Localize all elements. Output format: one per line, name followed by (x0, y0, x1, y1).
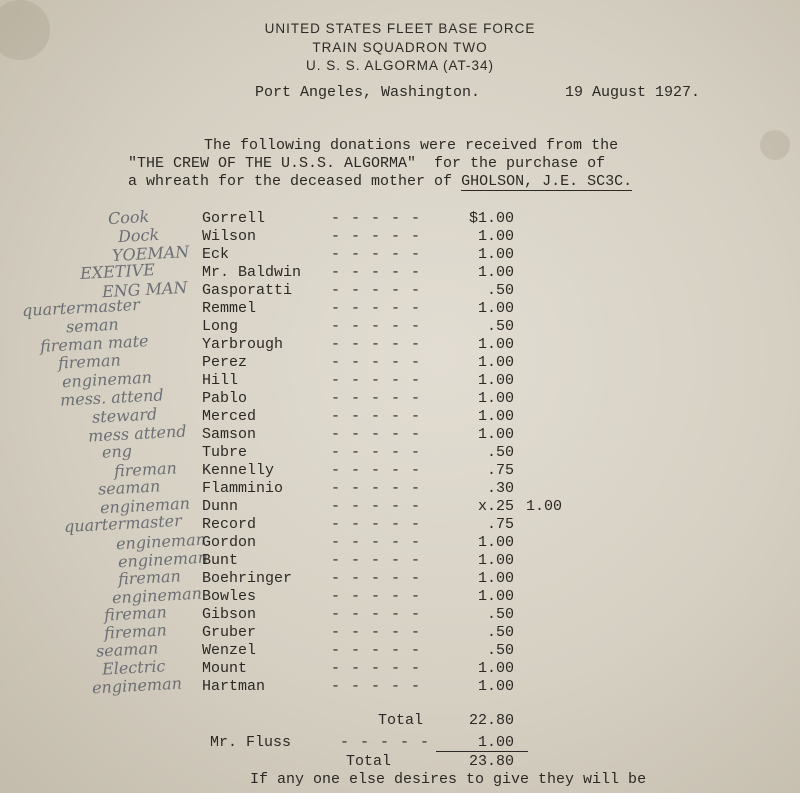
donation-amount: 1.00 (477, 570, 514, 587)
donation-row (0, 336, 800, 354)
donation-amount: 1.00 (477, 354, 514, 371)
donor-name: Hartman (202, 678, 266, 695)
intro-line-3-text: a whreath for the deceased mother of (128, 173, 462, 190)
donation-row (0, 642, 800, 660)
donation-amount: 1.00 (477, 534, 514, 551)
donation-amount: 1.00 (477, 336, 514, 353)
handwritten-rank: engineman (117, 547, 209, 572)
leader-dashes: - - - - - (331, 282, 422, 299)
donor-name: Bunt (202, 552, 239, 569)
donor-name: Hill (202, 372, 239, 389)
donation-amount: $1.00 (468, 210, 514, 227)
donor-name: Wenzel (202, 642, 257, 659)
donation-amount: 1.00 (477, 408, 514, 425)
donation-amount: x.25 (477, 498, 514, 515)
donor-name: Eck (202, 246, 230, 263)
donor-name: Wilson (202, 228, 257, 245)
handwritten-rank: mess attend (87, 421, 187, 446)
leader-dashes: - - - - - (331, 264, 422, 281)
donation-amount: .50 (486, 606, 514, 623)
paper-stain (760, 130, 790, 160)
handwritten-rank: fireman (117, 566, 182, 589)
total-amount: 23.80 (468, 753, 514, 770)
donation-row (0, 462, 800, 480)
intro-line-3 (128, 173, 632, 190)
handwritten-rank: engineman (61, 367, 153, 392)
leader-dashes: - - - - - (331, 210, 422, 227)
leader-dashes: - - - - - (331, 336, 422, 353)
donor-name: Record (202, 516, 257, 533)
donation-amount: .50 (486, 444, 514, 461)
total-rule (436, 751, 528, 752)
donor-name: Dunn (202, 498, 239, 515)
donation-row (0, 624, 800, 642)
donation-row (0, 210, 800, 228)
donation-row (0, 282, 800, 300)
donation-amount: 1.00 (477, 264, 514, 281)
donation-row (0, 516, 800, 534)
handwritten-rank: seaman (97, 476, 161, 499)
leader-dashes: - - - - - (331, 606, 422, 623)
donation-amount: .75 (486, 462, 514, 479)
donor-name: Mr. Baldwin (202, 264, 302, 281)
donor-name: Merced (202, 408, 257, 425)
donation-row (0, 354, 800, 372)
handwritten-rank: engineman (111, 583, 203, 608)
amended-amount: 1.00 (526, 498, 563, 515)
leader-dashes: - - - - - (331, 552, 422, 569)
leader-dashes: - - - - - (331, 624, 422, 641)
donation-amount: 1.00 (477, 678, 514, 695)
letterhead-line-1: UNITED STATES FLEET BASE FORCE (264, 21, 536, 36)
leader-dashes: - - - - - (331, 228, 422, 245)
extra-donor-dashes: - - - - - (340, 734, 431, 751)
leader-dashes: - - - - - (331, 498, 422, 515)
donation-amount: 1.00 (477, 372, 514, 389)
donor-name: Remmel (202, 300, 257, 317)
handwritten-rank: Cook (107, 206, 150, 229)
handwritten-rank: fireman (57, 350, 122, 373)
handwritten-rank: quartermaster (63, 510, 183, 537)
date-line: 19 August 1927. (565, 84, 701, 101)
handwritten-rank: fireman (103, 620, 168, 643)
donation-row (0, 408, 800, 426)
donor-name: Mount (202, 660, 248, 677)
leader-dashes: - - - - - (331, 408, 422, 425)
donation-row (0, 318, 800, 336)
donor-name: Kennelly (202, 462, 275, 479)
donation-amount: 1.00 (477, 246, 514, 263)
donation-amount: .50 (486, 282, 514, 299)
donor-name: Long (202, 318, 239, 335)
handwritten-rank: quartermaster (21, 294, 141, 321)
donation-amount: .50 (486, 318, 514, 335)
letterhead-line-2: TRAIN SQUADRON TWO (312, 40, 488, 55)
extra-donor-amount: 1.00 (477, 734, 514, 751)
donation-amount: 1.00 (477, 228, 514, 245)
closing-text: If any one else desires to give they will be (250, 771, 647, 788)
leader-dashes: - - - - - (331, 390, 422, 407)
place-line: Port Angeles, Washington. (255, 84, 481, 101)
subtotal-label: Total (378, 712, 424, 729)
extra-donor-name: Mr. Fluss (210, 734, 292, 751)
donation-row (0, 300, 800, 318)
leader-dashes: - - - - - (331, 462, 422, 479)
leader-dashes: - - - - - (331, 588, 422, 605)
donation-row (0, 480, 800, 498)
donor-name: Gibson (202, 606, 257, 623)
leader-dashes: - - - - - (331, 642, 422, 659)
intro-line-2: "THE CREW OF THE U.S.S. ALGORMA" for the purchase of (128, 155, 606, 172)
donation-row (0, 678, 800, 696)
leader-dashes: - - - - - (331, 354, 422, 371)
letterhead-line-3: U. S. S. ALGORMA (AT-34) (305, 58, 495, 73)
leader-dashes: - - - - - (331, 246, 422, 263)
leader-dashes: - - - - - (331, 444, 422, 461)
donation-row (0, 372, 800, 390)
leader-dashes: - - - - - (331, 426, 422, 443)
donation-amount: 1.00 (477, 300, 514, 317)
total-label: Total (346, 753, 392, 770)
handwritten-rank: fireman (113, 458, 178, 481)
leader-dashes: - - - - - (331, 570, 422, 587)
donation-row (0, 534, 800, 552)
donation-row (0, 246, 800, 264)
donor-name: Yarbrough (202, 336, 284, 353)
donation-row (0, 570, 800, 588)
donation-row (0, 390, 800, 408)
donor-name: Gruber (202, 624, 257, 641)
donation-amount: .75 (486, 516, 514, 533)
leader-dashes: - - - - - (331, 372, 422, 389)
handwritten-rank: seaman (95, 638, 159, 661)
donor-name: Bowles (202, 588, 257, 605)
handwritten-rank: Dock (117, 224, 160, 247)
leader-dashes: - - - - - (331, 318, 422, 335)
handwritten-rank: YOEMAN (111, 241, 190, 266)
donation-row (0, 264, 800, 282)
handwritten-rank: Electric (101, 656, 166, 679)
honoree-name: GHOLSON, J.E. SC3C. (461, 173, 633, 190)
donor-name: Pablo (202, 390, 248, 407)
subtotal-amount: 22.80 (468, 712, 514, 729)
donation-amount: .50 (486, 624, 514, 641)
donation-amount: 1.00 (477, 390, 514, 407)
donation-row (0, 660, 800, 678)
donor-name: Gasporatti (202, 282, 293, 299)
handwritten-rank: fireman (103, 602, 168, 625)
donation-row (0, 588, 800, 606)
donor-name: Boehringer (202, 570, 293, 587)
leader-dashes: - - - - - (331, 516, 422, 533)
donation-amount: .50 (486, 642, 514, 659)
donation-amount: 1.00 (477, 660, 514, 677)
intro-line-1: The following donations were received from the (204, 137, 619, 154)
handwritten-rank: engineman (91, 673, 183, 698)
donation-amount: 1.00 (477, 552, 514, 569)
leader-dashes: - - - - - (331, 660, 422, 677)
handwritten-rank: ENG MAN (101, 277, 188, 302)
donation-row (0, 426, 800, 444)
leader-dashes: - - - - - (331, 480, 422, 497)
handwritten-rank: steward (91, 404, 158, 427)
donation-row (0, 444, 800, 462)
handwritten-rank: seman (65, 314, 120, 337)
donation-row (0, 498, 800, 516)
donation-row (0, 228, 800, 246)
donor-name: Gordon (202, 534, 257, 551)
donation-amount: 1.00 (477, 588, 514, 605)
donor-name: Perez (202, 354, 248, 371)
donor-name: Gorrell (202, 210, 266, 227)
donation-row (0, 552, 800, 570)
donor-name: Tubre (202, 444, 248, 461)
donation-amount: 1.00 (477, 426, 514, 443)
donor-name: Flamminio (202, 480, 284, 497)
donation-row (0, 606, 800, 624)
leader-dashes: - - - - - (331, 678, 422, 695)
handwritten-rank: mess. attend (59, 385, 165, 410)
donor-name: Samson (202, 426, 257, 443)
handwritten-rank: EXETIVE (79, 260, 156, 283)
handwritten-rank: engineman (99, 493, 191, 518)
handwritten-rank: eng (101, 441, 133, 462)
leader-dashes: - - - - - (331, 300, 422, 317)
handwritten-rank: fireman mate (39, 331, 149, 356)
handwritten-rank: engineman (115, 529, 207, 554)
leader-dashes: - - - - - (331, 534, 422, 551)
donation-amount: .30 (486, 480, 514, 497)
